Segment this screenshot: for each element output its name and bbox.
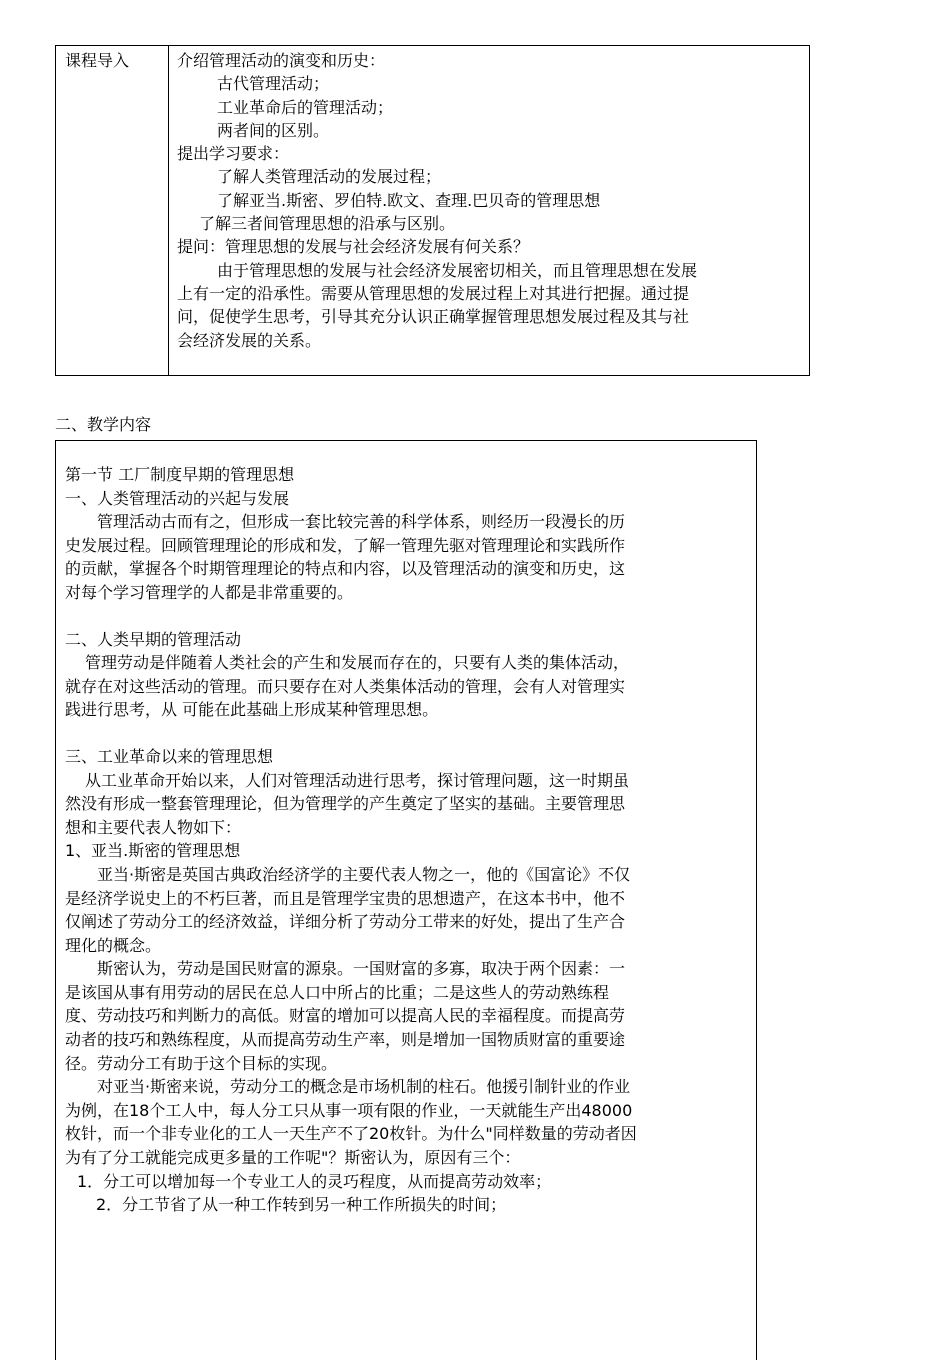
paragraph-line: 就存在对这些活动的管理。而只要存在对人类集体活动的管理，会有人对管理实: [65, 676, 626, 696]
subsection-heading: 一、人类管理活动的兴起与发展: [65, 488, 290, 508]
paragraph-line: 为有了分工就能完成更多量的工作呢"？斯密认为，原因有三个：: [65, 1148, 521, 1168]
subsection-heading: 二、人类早期的管理活动: [65, 629, 242, 649]
item-heading: 1、亚当.斯密的管理思想: [65, 841, 241, 861]
paragraph-line: 理化的概念。: [65, 935, 162, 955]
intro-line: 提问：管理思想的发展与社会经济发展有何关系？: [177, 237, 530, 257]
intro-line: 两者间的区别。: [217, 120, 330, 140]
paragraph-line: 对每个学习管理学的人都是非常重要的。: [65, 582, 354, 602]
course-intro-label: 课程导入: [56, 46, 169, 375]
paragraph-line: 为例，在18个工人中，每人分工只从事一项有限的作业，一天就能生产出48000: [65, 1100, 633, 1120]
paragraph-line: 枚针，而一个非专业化的工人一天生产不了20枚针。为什么"同样数量的劳动者因: [65, 1124, 637, 1144]
intro-line: 了解亚当.斯密、罗伯特.欧文、查理.巴贝奇的管理思想: [217, 190, 601, 210]
subsection-heading: 三、工业革命以来的管理思想: [65, 746, 274, 766]
teaching-content-box: [55, 440, 757, 1360]
list-item: 1．分工可以增加每一个专业工人的灵巧程度，从而提高劳动效率；: [77, 1171, 552, 1191]
paragraph-line: 度、劳动技巧和判断力的高低。财富的增加可以提高人民的幸福程度。而提高劳: [65, 1006, 626, 1026]
intro-line: 工业革命后的管理活动；: [217, 97, 394, 117]
paragraph-line: 动者的技巧和熟练程度，从而提高劳动生产率，则是增加一国物质财富的重要途: [65, 1030, 626, 1050]
paragraph-line: 从工业革命开始以来，人们对管理活动进行思考，探讨管理问题，这一时期虽: [85, 770, 630, 790]
paragraph-line: 管理劳动是伴随着人类社会的产生和发展而存在的，只要有人类的集体活动，: [85, 653, 630, 673]
intro-line: 上有一定的沿承性。需要从管理思想的发展过程上对其进行把握。通过提: [177, 283, 690, 303]
paragraph-line: 亚当·斯密是英国古典政治经济学的主要代表人物之一，他的《国富论》不仅: [97, 864, 631, 884]
intro-line: 会经济发展的关系。: [177, 330, 322, 350]
course-intro-content: [170, 46, 809, 375]
paragraph-line: 践进行思考，从 可能在此基础上形成某种管理思想。: [65, 700, 439, 720]
intro-line: 提出学习要求：: [177, 144, 290, 164]
paragraph-line: 的贡献，掌握各个时期管理理论的特点和内容，以及管理活动的演变和历史，这: [65, 559, 626, 579]
paragraph-line: 是该国从事有用劳动的居民在总人口中所占的比重；二是这些人的劳动熟练程: [65, 982, 610, 1002]
paragraph-line: 仅阐述了劳动分工的经济效益，详细分析了劳动分工带来的好处，提出了生产合: [65, 912, 626, 932]
paragraph-line: 对亚当·斯密来说，劳动分工的概念是市场机制的柱石。他援引制针业的作业: [97, 1077, 631, 1097]
intro-line: 由于管理思想的发展与社会经济发展密切相关，而且管理思想在发展: [217, 260, 698, 280]
section-heading: 第一节 工厂制度早期的管理思想: [65, 465, 295, 484]
paragraph-line: 史发展过程。回顾管理理论的形成和发，了解一管理先驱对管理理论和实践所作: [65, 535, 626, 555]
intro-line: 古代管理活动；: [217, 74, 330, 94]
paragraph-line: 然没有形成一整套管理理论，但为管理学的产生奠定了坚实的基础。主要管理思: [65, 794, 626, 814]
course-intro-table: [55, 45, 810, 376]
paragraph-line: 管理活动古而有之，但形成一套比较完善的科学体系，则经历一段漫长的历: [97, 512, 626, 532]
intro-line: 问，促使学生思考，引导其充分认识正确掌握管理思想发展过程及其与社: [177, 307, 690, 327]
intro-line: 介绍管理活动的演变和历史：: [177, 51, 386, 70]
intro-line: 了解人类管理活动的发展过程；: [217, 167, 442, 187]
intro-line: 了解三者间管理思想的沿承与区别。: [199, 214, 456, 234]
section-title: 二、教学内容: [55, 415, 152, 434]
paragraph-line: 斯密认为，劳动是国民财富的源泉。一国财富的多寡，取决于两个因素：一: [97, 959, 626, 979]
paragraph-line: 是经济学说史上的不朽巨著，而且是管理学宝贵的思想遗产，在这本书中，他不: [65, 888, 626, 908]
paragraph-line: 径。劳动分工有助于这个目标的实现。: [65, 1053, 338, 1073]
paragraph-line: 想和主要代表人物如下：: [65, 817, 242, 837]
list-item: 2．分工节省了从一种工作转到另一种工作所损失的时间；: [96, 1195, 507, 1215]
